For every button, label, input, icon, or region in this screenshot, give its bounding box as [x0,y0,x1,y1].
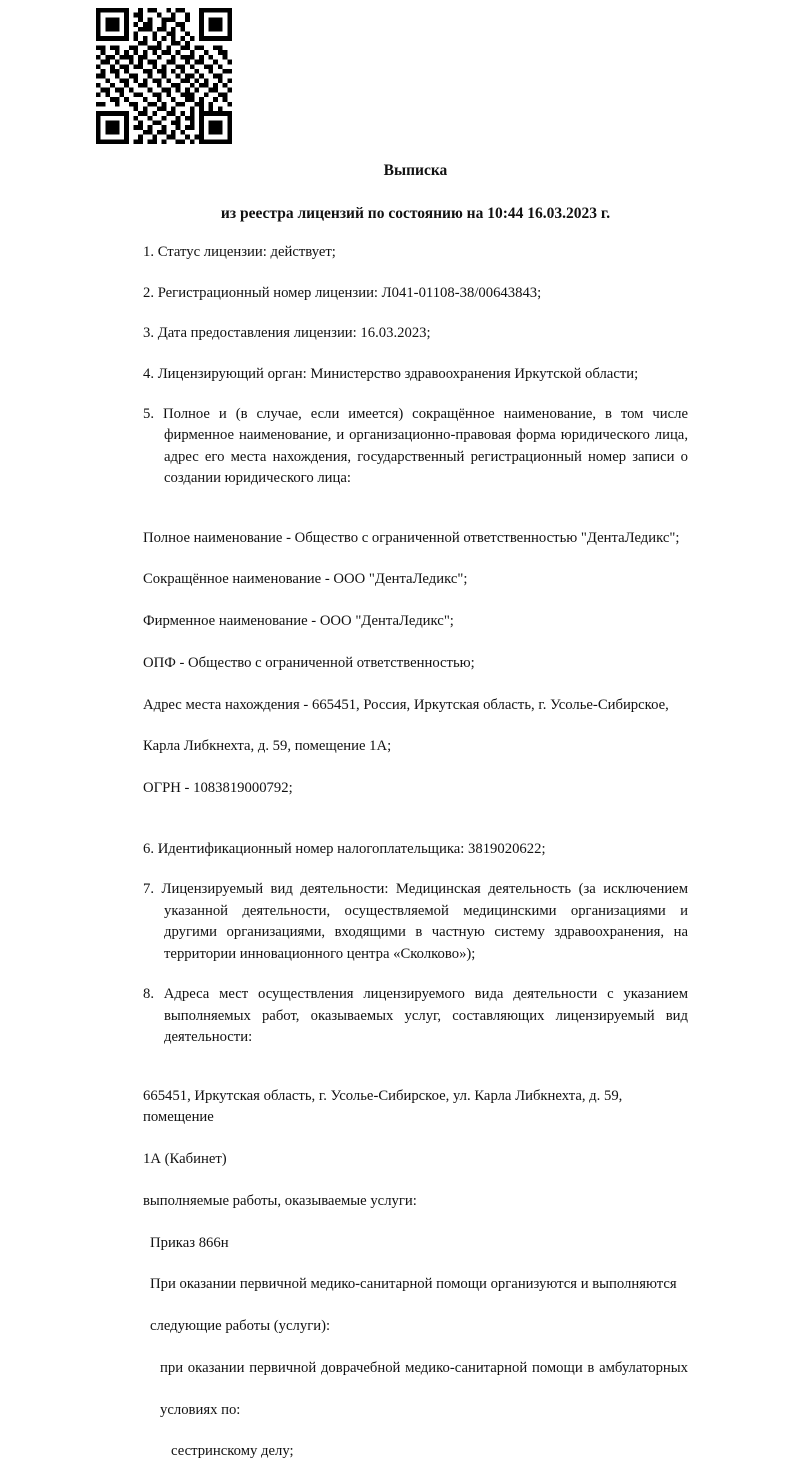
works-sub-line-2: условиях по: [160,1401,241,1418]
entity-ogrn: ОГРН - 1083819000792; [143,780,293,797]
item-3: 3. Дата предоставления лицензии: 16.03.2023; [143,325,431,342]
item-2: 2. Регистрационный номер лицензии: Л041-01108-38/00643843; [143,284,542,301]
item-1: 1. Статус лицензии: действует; [143,244,336,261]
entity-short-name: Сокращённое наименование - ООО "ДентаЛедикс"; [143,571,468,588]
qr-code-svg [96,8,232,144]
entity-address-line-2: Карла Либкнехта, д. 59, помещение 1А; [143,738,392,755]
item-8: 8. Адреса мест осуществления лицензируемого вида деятельности с указанием выполняемых работ, оказываемых услуг, составляющих лицензируемый вид деятельности: [143,986,688,1046]
qr-code-icon [96,8,232,144]
activity-address-block [143,1066,688,1483]
page-subtitle: из реестра лицензий по состоянию на 10:44 16.03.2023 г. [220,204,611,222]
item-6: 6. Идентификационный номер налогоплательщика: 3819020622; [143,840,546,857]
order-number: Приказ 866н [150,1234,229,1251]
activity-address-line-1: 665451, Иркутская область, г. Усолье-Сибирское, ул. Карла Либкнехта, д. 59, помещение [143,1088,623,1126]
works-intro-line-2: следующие работы (услуги): [150,1318,331,1335]
entity-address-line-1: Адрес места нахождения - 665451, Россия, Иркутская область, г. Усолье-Сибирское, [143,696,669,713]
item-5: 5. Полное и (в случае, если имеется) сокращённое наименование, в том числе фирменное наименование, и организационно-правовая форма юридического лица, адрес его места нахождения, государственный регистрационный номер записи о создании юридического лица: [143,406,688,487]
page-title: Выписка [383,162,448,179]
entity-brand-name: Фирменное наименование - ООО "ДентаЛедикс"; [143,613,454,630]
works-sub-line-3: сестринскому делу; [171,1443,294,1460]
item-4: 4. Лицензирующий орган: Министерство здравоохранения Иркутской области; [143,365,639,382]
entity-details-block [143,507,688,820]
activity-services-label: выполняемые работы, оказываемые услуги: [143,1192,417,1209]
entity-legal-form: ОПФ - Общество с ограниченной ответственностью; [143,654,475,671]
document-content [143,162,688,1483]
works-intro-line-1: При оказании первичной медико-санитарной помощи организуются и выполняются [150,1276,677,1293]
works-sub-line-1: при оказании первичной доврачебной медико-санитарной помощи в амбулаторных [160,1359,688,1376]
item-7: 7. Лицензируемый вид деятельности: Медицинская деятельность (за исключением указанной деятельности, осуществляемой медицинскими организациями и другими организациями, входящими в частную систему здравоохранения, на территории инновационного центра «Сколково»); [143,881,688,962]
activity-address-line-2: 1А (Кабинет) [143,1151,227,1168]
entity-full-name: Полное наименование - Общество с ограниченной ответственностью "ДентаЛедикс"; [143,529,680,546]
